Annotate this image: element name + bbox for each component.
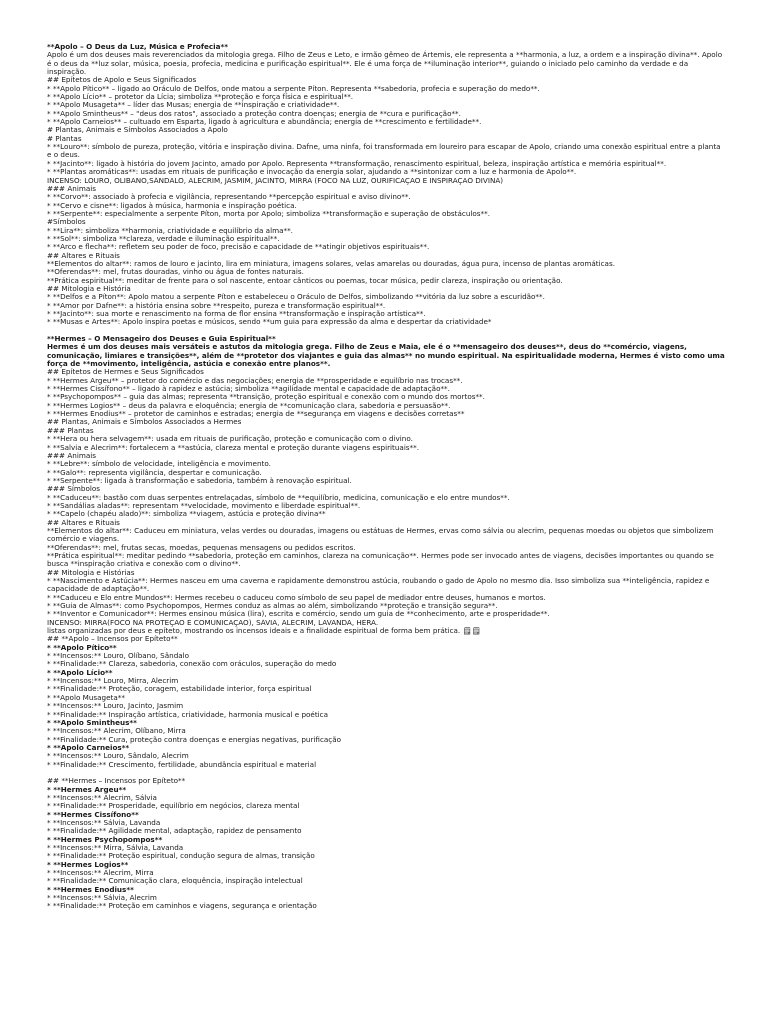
document-line: ## Mitologia e História xyxy=(47,284,131,293)
document-line: * **Lebre**: símbolo de velocidade, inteligência e movimento. xyxy=(47,460,271,469)
document-line: * **Hermes Argeu** xyxy=(47,785,127,794)
document-line: * **Finalidade:** Inspiração artística, criatividade, harmonia musical e poética xyxy=(47,710,329,719)
document-line: # Plantas, Animais e Símbolos Associados a Apolo xyxy=(47,126,228,135)
document-line: listas organizadas por deus e epíteto, mostrando os incensos ideais e a finalidade espiritual de forma bem prática. 🗒🗒 xyxy=(47,627,481,636)
document-line: ## Altares e Rituais xyxy=(47,251,120,260)
document-line: * **Delfos e a Píton**: Apolo matou a serpente Píton e estabeleceu o Oráculo de Delfos, simbolizando **vitória da luz sobre a escuridão**. xyxy=(47,293,545,302)
document-line: * **Apolo Musageta** xyxy=(47,693,125,702)
document-line: * **Psychopompos** – guia das almas; representa **transição, proteção espiritual e conexão com o mundo dos mortos**. xyxy=(47,393,485,402)
document-line: #Símbolos xyxy=(47,218,86,227)
document-line: ## Epítetos de Hermes e Seus Significados xyxy=(47,368,204,377)
document-line: * **Jacinto**: ligado à história do jovem Jacinto, amado por Apolo. Representa **transformação, renascimento espiritual, beleza, inspiração artística e memória espiritual**. xyxy=(47,159,667,168)
document-line: * **Capelo (chapéu alado)**: simboliza **viagem, astúcia e proteção divina** xyxy=(47,510,326,519)
document-line: * **Galo**: representa vigilância, despertar e comunicação. xyxy=(47,468,262,477)
document-line: Apolo é um dos deuses mais reverenciados da mitologia grega. Filho de Zeus e Leto, e irmão gêmeo de Ártemis, ele representa a **harmonia, a luz, a ordem e a inspiração divina**. Apolo é o deus da **luz solar, música, poesia, profecia, medicina e purificação espiritual**. Ele é uma força de **iluminação interior**, guiando o iniciado pelo caminho da verdade e da inspiração. xyxy=(47,50,723,77)
document-line: * **Hermes Psychopompos** xyxy=(47,835,163,844)
document-line: * **Incensos:** Sálvia, Lavanda xyxy=(47,818,161,827)
document-line: * **Apolo Smintheus** – "deus dos ratos", associado a proteção contra doenças; energia de **cura e purificação**. xyxy=(47,109,461,118)
document-line: * **Cervo e cisne**: ligados à música, harmonia e inspiração poética. xyxy=(47,201,297,210)
document-line: * **Hermes Enodius** xyxy=(47,885,134,894)
document-line: * **Nascimento e Astúcia**: Hermes nasceu em uma caverna e rapidamente demonstrou astúcia, roubando o gado de Apolo no mesmo dia. Isso simboliza sua **inteligência, rapidez e capacidade de adaptação**. xyxy=(47,576,710,594)
document-line: * **Serpente**: ligada à transformação e sabedoria, também à renovação espiritual. xyxy=(47,476,352,485)
document-line: * **Hera ou hera selvagem**: usada em rituais de purificação, proteção e comunicação com o divino. xyxy=(47,435,413,444)
document-line: * **Caduceu e Elo entre Mundos**: Hermes recebeu o caduceu como símbolo de seu papel de mediador entre deuses, humanos e mortos. xyxy=(47,593,546,602)
document-line: **Oferendas**: mel, frutas secas, moedas, pequenas mensagens ou pedidos escritos. xyxy=(47,543,356,552)
document-line: * **Amor por Dafne**: a história ensina sobre **respeito, pureza e transformação espiritual**. xyxy=(47,301,386,310)
document-line: * **Caduceu**: bastão com duas serpentes entrelaçadas, símbolo de **equilíbrio, medicina, comunicação e elo entre mundos**. xyxy=(47,493,510,502)
document-line: ### Símbolos xyxy=(47,485,101,494)
document-line: * **Incensos:** Mirra, Sálvia, Lavanda xyxy=(47,844,184,852)
document-line: * **Hermes Logios** – deus da palavra e eloquência; energia de **comunicação clara, sabedoria e persuasão**. xyxy=(47,401,451,410)
document-line: * **Sandálias aladas**: representam **velocidade, movimento e liberdade espiritual**. xyxy=(47,501,361,510)
document-line: * **Apolo Pítico** xyxy=(47,643,117,652)
document-line: * **Finalidade:** Cura, proteção contra doenças e energias negativas, purificação xyxy=(47,735,342,744)
document-line: * **Hermes Logios** xyxy=(47,860,129,869)
document-line: * **Incensos:** Alecrim, Olíbano, Mirra xyxy=(47,727,186,736)
document-line: * **Finalidade:** Agilidade mental, adaptação, rapidez de pensamento xyxy=(47,827,302,836)
document-line: * **Finalidade:** Proteção em caminhos e viagens, segurança e orientação xyxy=(47,902,317,911)
document-body xyxy=(47,43,727,911)
document-line: * **Apolo Pítico** – ligado ao Oráculo de Delfos, onde matou a serpente Píton. Representa **sabedoria, profecia e superação do medo**. xyxy=(47,84,540,93)
document-line: **Oferendas**: mel, frutas douradas, vinho ou água de fontes naturais. xyxy=(47,268,304,277)
document-line: * **Finalidade:** Proteção espiritual, condução segura de almas, transição xyxy=(47,852,315,861)
document-line: ### Plantas xyxy=(47,426,94,435)
document-line: * **Apolo Musageta** – líder das Musas; energia de **inspiração e criatividade**. xyxy=(47,101,340,110)
document-line: * **Finalidade:** Prosperidade, equilíbrio em negócios, clareza mental xyxy=(47,802,300,811)
document-line: ## **Hermes – Incensos por Epíteto** xyxy=(47,777,186,786)
document-line: * **Finalidade:** Proteção, coragem, estabilidade interior, força espiritual xyxy=(47,685,312,694)
blank-line xyxy=(47,327,727,335)
document-line: * **Lira**: simboliza **harmonia, criatividade e equilíbrio da alma**. xyxy=(47,226,293,235)
document-line: ## Altares e Rituais xyxy=(47,518,120,527)
document-line: * **Incensos:** Alecrim, Sálvia xyxy=(47,793,157,802)
document-line: ## Epítetos de Apolo e Seus Significados xyxy=(47,76,197,85)
document-line: INCENSO: LOURO, OLIBANO,SÂNDALO, ALECRIM, JASMIM, JACINTO, MIRRA (FOCO NA LUZ, OURIFICAÇÃO E INSPIRAÇÃO DIVINA) xyxy=(47,176,504,185)
document-line: ## Mitologia e Histórias xyxy=(47,568,135,577)
document-line: * **Hermes Argeu** – protetor do comércio e das negociações; energia de **prosperidade e equilíbrio nas trocas**. xyxy=(47,376,463,385)
document-line: * **Incensos:** Louro, Sândalo, Alecrim xyxy=(47,752,189,761)
document-line: * **Apolo Lício** xyxy=(47,668,113,677)
document-line: ### Animais xyxy=(47,184,96,193)
document-line: * **Apolo Lício** – protetor da Lícia; simboliza **proteção e força física e espiritual**. xyxy=(47,93,354,102)
document-line: * **Inventor e Comunicador**: Hermes ensinou música (lira), escrita e comércio, sendo um guia de **conhecimento, arte e prosperidade**. xyxy=(47,610,550,619)
document-line: ## Plantas, Animais e Símbolos Associados a Hermes xyxy=(47,418,242,427)
document-line: * **Incensos:** Sálvia, Alecrim xyxy=(47,894,157,903)
document-line: ## **Apolo – Incensos por Epíteto** xyxy=(47,635,178,644)
document-line: Hermes é um dos deuses mais versáteis e astutos da mitologia grega. Filho de Zeus e Maia, ele é o **mensageiro dos deuses**, deus do **comércio, viagens, comunicação, limiares e transições**, além de **protetor dos viajantes e guia das almas** no mundo espiritual. Na espiritualidade moderna, Hermes é visto como uma força de **movimento, inteligência, astúcia e conexão entre planos**. xyxy=(47,342,725,369)
blank-line xyxy=(47,769,727,777)
document-line: * **Hermes Cissífono** xyxy=(47,810,139,819)
document-line: * **Guia de Almas**: como Psychopompos, Hermes conduz as almas ao além, simbolizando **proteção e transição segura**. xyxy=(47,602,498,611)
document-line: * **Arco e flecha**: refletem seu poder de foco, precisão e capacidade de **atingir objetivos espirituais**. xyxy=(47,243,430,252)
document-line: * **Incensos:** Louro, Jacinto, Jasmim xyxy=(47,702,184,711)
document-line: * **Finalidade:** Comunicação clara, eloquência, inspiração intelectual xyxy=(47,877,303,886)
document-line: * **Salvia e Alecrim**: fortalecem a **astúcia, clareza mental e proteção durante viagens espirituais**. xyxy=(47,443,420,452)
document-line: **Elementos do altar**: ramos de louro e jacinto, lira em miniatura, imagens solares, velas amarelas ou douradas, água pura, incenso de plantas aromáticas. xyxy=(47,259,615,268)
document-line: * **Finalidade:** Crescimento, fertilidade, abundância espiritual e material xyxy=(47,760,317,769)
document-line: * **Serpente**: especialmente a serpente Píton, morta por Apolo; simboliza **transformação e superação de obstáculos**. xyxy=(47,209,490,218)
document-line: * **Apolo Carneios** xyxy=(47,743,130,752)
document-line: * **Hermes Cissífono** – ligado à rapidez e astúcia; simboliza **agilidade mental e capacidade de adaptação**. xyxy=(47,385,450,394)
document-line: * **Finalidade:** Clareza, sabedoria, conexão com oráculos, superação do medo xyxy=(47,660,337,669)
document-line: **Prática espiritual**: meditar de frente para o sol nascente, entoar cânticos ou poemas, tocar música, pedir clareza, inspiração ou orientação. xyxy=(47,276,563,285)
document-line: **Apolo – O Deus da Luz, Música e Profecia** xyxy=(47,43,228,51)
document-line: **Prática espiritual**: meditar pedindo **sabedoria, proteção em caminhos, clareza na comunicação**. Hermes pode ser invocado antes de viagens, decisões importantes ou quando se busca **inspiração criativa e conexão com o divino**. xyxy=(47,550,714,569)
document-line: * **Apolo Carneios** – cultuado em Esparta, ligado à agricultura e abundância; energia de **crescimento e fertilidade**. xyxy=(47,118,482,127)
document-line: **Elementos do altar**: Caduceu em miniatura, velas verdes ou douradas, imagens ou estátuas de Hermes, ervas como sálvia ou alecrim, pequenas moedas ou objetos que simbolizem comércio e viagens. xyxy=(47,525,714,544)
document-line: INCENSO: MIRRA(FOCO NA PROTEÇÃO E COMUNICAÇÃO), SÁVIA, ALECRIM, LAVANDA, HERA. xyxy=(47,618,379,627)
document-line: ### Animais xyxy=(47,451,96,460)
document-line: # Plantas xyxy=(47,134,82,143)
document-line: * **Incensos:** Alecrim, Mirra xyxy=(47,869,154,878)
document-line: * **Plantas aromáticas**: usadas em rituais de purificação e invocação da energia solar, ajudando a **sintonizar com a luz e harmonia de Apolo**. xyxy=(47,168,577,177)
document-line: * **Hermes Enodius** – protetor de caminhos e estradas; energia de **segurança em viagens e decisões corretas** xyxy=(47,410,465,419)
document-line: * **Apolo Smintheus** xyxy=(47,718,137,727)
document-line: * **Musas e Artes**: Apolo inspira poetas e músicos, sendo **um guia para expressão da alma e despertar da criatividade* xyxy=(47,318,492,327)
document-line: * **Louro**: símbolo de pureza, proteção, vitória e inspiração divina. Dafne, uma ninfa, foi transformada em loureiro para escapar de Apolo, criando uma conexão espiritual entre a planta e o deus. xyxy=(47,142,721,160)
document-line: * **Incensos:** Louro, Mirra, Alecrim xyxy=(47,677,179,686)
document-line: **Hermes – O Mensageiro dos Deuses e Guia Espiritual** xyxy=(47,335,276,344)
document-line: * **Corvo**: associado à profecia e vigilância, representando **percepção espiritual e aviso divino**. xyxy=(47,193,411,202)
document-line: * **Jacinto**: sua morte e renascimento na forma de flor ensina **transformação e inspiração artística**. xyxy=(47,310,426,318)
document-line: * **Incensos:** Louro, Olíbano, Sândalo xyxy=(47,652,190,661)
document-line: * **Sol**: simboliza **clareza, verdade e iluminação espiritual**. xyxy=(47,234,280,243)
